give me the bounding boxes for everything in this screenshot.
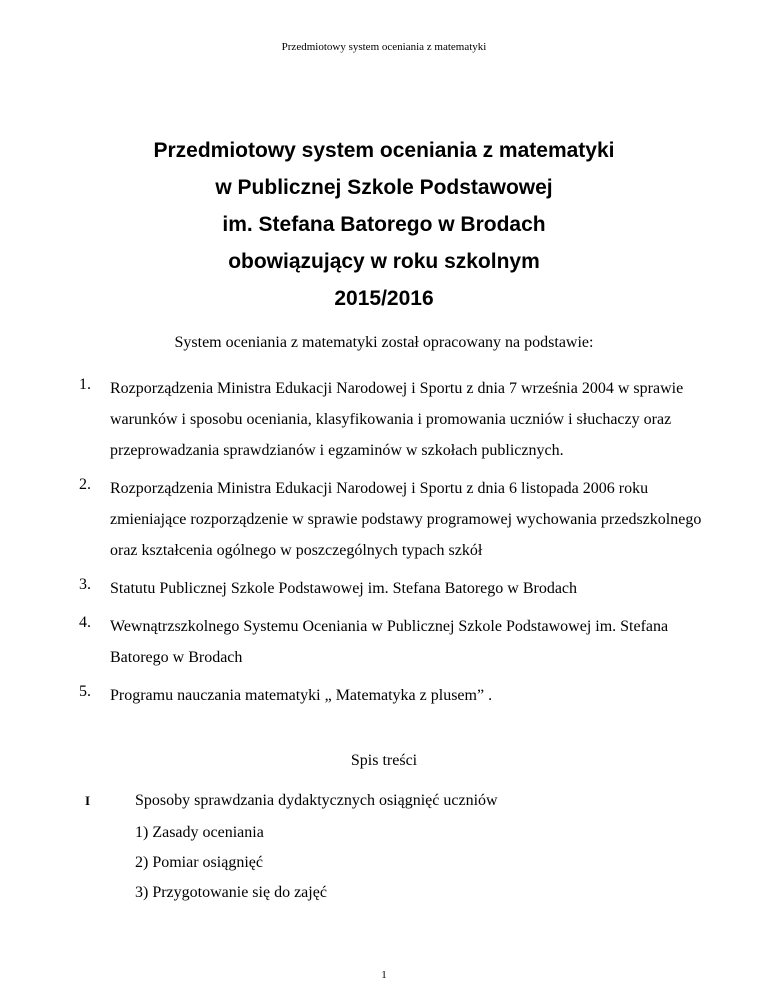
list-item [79,573,719,604]
list-item-text: Programu nauczania matematyki „ Matematyka z plusem” . [110,687,493,704]
list-item-number: 1. [79,376,91,393]
table-of-contents-title: Spis treści [350,752,418,769]
list-item-text: Rozporządzenia Ministra Edukacji Narodowej i Sportu z dnia 7 września 2004 w sprawie warunków i sposobu oceniania, klasyfikowania i promowania uczniów i słuchaczy oraz przeprowadzania sprawdzianów i egzaminów w szkołach publicznych. [110,380,684,459]
toc-subitem: 1) Zasady oceniania [135,824,264,841]
title-line: w Publicznej Szkole Podstawowej [215,176,553,199]
running-header: Przedmiotowy system oceniania z matematyki [281,41,487,53]
list-item [79,680,719,711]
document-title [0,132,768,317]
page-number: 1 [381,969,387,981]
title-line: obowiązujący w roku szkolnym [228,250,540,273]
list-item [79,611,719,673]
intro-sentence: System oceniania z matematyki został opracowany na podstawie: [174,334,594,351]
list-item-number: 5. [79,683,91,700]
list-item-number: 3. [79,576,91,593]
title-line: Przedmiotowy system oceniania z matematyki [153,139,615,162]
list-item [79,373,719,466]
title-line: 2015/2016 [334,287,434,310]
list-item-text: Wewnątrzszkolnego Systemu Oceniania w Publicznej Szkole Podstawowej im. Stefana Batorego w Brodach [110,618,669,666]
title-line: im. Stefana Batorego w Brodach [222,213,546,236]
toc-subitem: 3) Przygotowanie się do zajęć [135,884,327,901]
list-item-text: Statutu Publicznej Szkole Podstawowej im. Stefana Batorego w Brodach [110,580,578,597]
list-item [79,473,719,566]
list-item-number: 4. [79,614,91,631]
toc-section-heading: Sposoby sprawdzania dydaktycznych osiągnięć uczniów [135,792,498,809]
toc-section-numeral: I [85,793,91,808]
list-item-text: Rozporządzenia Ministra Edukacji Narodowej i Sportu z dnia 6 listopada 2006 roku zmieniające rozporządzenie w sprawie podstawy programowej wychowania przedszkolnego oraz kształcenia ogólnego w poszczególnych typach szkół [110,480,702,559]
legal-basis-list [79,373,719,718]
toc-subitem-list [135,818,695,908]
list-item-number: 2. [79,476,91,493]
toc-subitem: 2) Pomiar osiągnięć [135,854,263,871]
